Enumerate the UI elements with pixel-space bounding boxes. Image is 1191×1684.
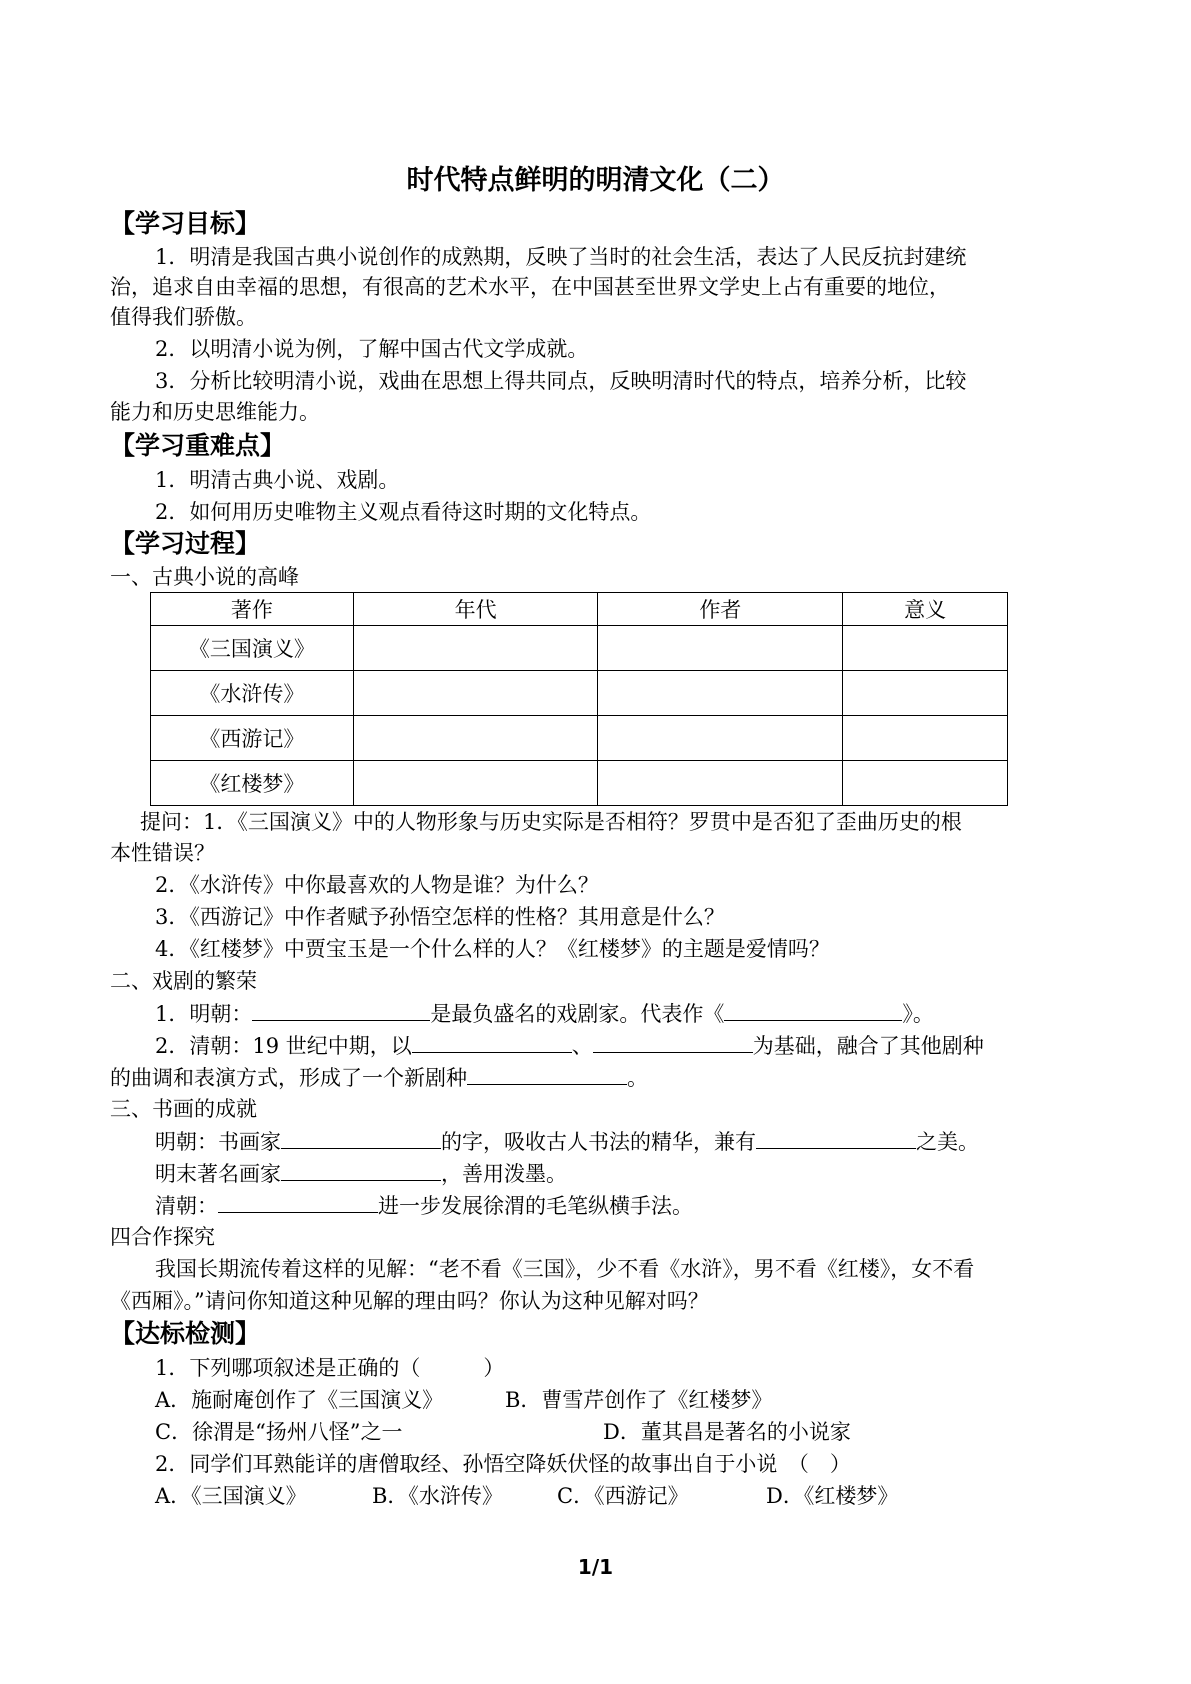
text: 清朝：: [155, 1194, 218, 1218]
work-title-cell: 《三国演义》: [151, 626, 354, 671]
test-q1-option-a[interactable]: A．施耐庵创作了《三国演义》: [155, 1388, 444, 1412]
test-q1-option-b[interactable]: B．曹雪芹创作了《红楼梦》: [505, 1388, 773, 1412]
test-question-1: 1．下列哪项叙述是正确的（ ）: [155, 1356, 505, 1380]
answer-cell[interactable]: [353, 626, 598, 671]
text: 明朝：书画家: [155, 1130, 281, 1154]
part-4-heading: 四合作探究: [110, 1225, 215, 1249]
part-2-heading: 二、戏剧的繁荣: [110, 969, 257, 993]
goal-2: 2．以明清小说为例，了解中国古代文学成就。: [155, 337, 589, 361]
text: 。: [627, 1066, 648, 1090]
answer-cell[interactable]: [598, 671, 843, 716]
answer-cell[interactable]: [598, 626, 843, 671]
key-point-2: 2．如何用历史唯物主义观点看待这时期的文化特点。: [155, 500, 652, 524]
table-header: 年代: [353, 593, 598, 626]
fill-blank[interactable]: [756, 1126, 916, 1149]
text: 进一步发展徐渭的毛笔纵横手法。: [378, 1194, 693, 1218]
key-point-1: 1．明清古典小说、戏剧。: [155, 468, 400, 492]
part-1-heading: 一、古典小说的高峰: [110, 565, 299, 589]
text: 、: [571, 1034, 593, 1058]
novels-table: [150, 592, 1008, 806]
goal-1-line-3: 值得我们骄傲。: [110, 305, 257, 329]
art-line-1: [155, 1126, 979, 1157]
goal-3-line-1: 3．分析比较明清小说，戏曲在思想上得共同点，反映明清时代的特点，培养分析，比较: [155, 369, 967, 393]
section-heading-process: 【学习过程】: [110, 529, 261, 558]
work-title-cell: 《西游记》: [151, 716, 354, 761]
answer-cell[interactable]: [353, 716, 598, 761]
text: 》。: [902, 1002, 934, 1026]
text: 的字，吸收古人书法的精华，兼有: [441, 1130, 756, 1154]
text: 为基础，融合了其他剧种: [752, 1034, 984, 1058]
fill-blank[interactable]: [218, 1190, 378, 1213]
test-q1-option-c[interactable]: C．徐渭是“扬州八怪”之一: [155, 1420, 403, 1444]
test-q2-option-a[interactable]: A．《三国演义》: [155, 1484, 307, 1508]
table-row: [151, 716, 1008, 761]
section-heading-key-points: 【学习重难点】: [110, 431, 286, 460]
fill-blank[interactable]: [724, 998, 902, 1021]
table-header: 作者: [598, 593, 843, 626]
goal-1-line-2: 治，追求自由幸福的思想，有很高的艺术水平，在中国甚至世界文学史上占有重要的地位，: [110, 275, 950, 299]
test-q2-option-c[interactable]: C．《西游记》: [557, 1484, 689, 1508]
test-q2-option-d[interactable]: D．《红楼梦》: [766, 1484, 899, 1508]
fill-blank[interactable]: [281, 1126, 441, 1149]
table-row: [151, 626, 1008, 671]
question-1-line-1: 提问：1．《三国演义》中的人物形象与历史实际是否相符？罗贯中是否犯了歪曲历史的根: [140, 810, 962, 834]
text: 的曲调和表演方式，形成了一个新剧种: [110, 1066, 467, 1090]
goal-3-line-2: 能力和历史思维能力。: [110, 400, 320, 424]
question-2: 2．《水浒传》中你最喜欢的人物是谁？为什么？: [155, 873, 599, 897]
table-row: [151, 671, 1008, 716]
answer-cell[interactable]: [843, 761, 1008, 806]
answer-cell[interactable]: [843, 671, 1008, 716]
text: ，善用泼墨。: [441, 1162, 567, 1186]
question-4: 4．《红楼梦》中贾宝玉是一个什么样的人？《红楼梦》的主题是爱情吗？: [155, 937, 830, 961]
work-title-cell: 《红楼梦》: [151, 761, 354, 806]
answer-cell[interactable]: [843, 716, 1008, 761]
answer-cell[interactable]: [598, 716, 843, 761]
page-number: 1/1: [577, 1555, 614, 1579]
drama-line-1: [155, 998, 934, 1029]
art-line-3: [155, 1190, 693, 1221]
art-line-2: [155, 1158, 567, 1189]
fill-blank[interactable]: [252, 998, 430, 1021]
test-q1-option-d[interactable]: D．董其昌是著名的小说家: [603, 1420, 851, 1444]
test-question-2: 2．同学们耳熟能详的唐僧取经、孙悟空降妖伏怪的故事出自于小说 （ ）: [155, 1452, 851, 1476]
inquiry-line-1: 我国长期流传着这样的见解：“老不看《三国》，少不看《水浒》，男不看《红楼》，女不看: [155, 1257, 975, 1281]
inquiry-line-2: 《西厢》。”请问你知道这种见解的理由吗？你认为这种见解对吗？: [110, 1289, 709, 1313]
table-header-row: [151, 593, 1008, 626]
section-heading-test: 【达标检测】: [110, 1319, 261, 1348]
text: 之美。: [916, 1130, 979, 1154]
question-3: 3．《西游记》中作者赋予孙悟空怎样的性格？其用意是什么？: [155, 905, 725, 929]
drama-line-3: [110, 1062, 648, 1093]
text: 是最负盛名的戏剧家。代表作《: [430, 1002, 725, 1026]
fill-blank[interactable]: [412, 1030, 572, 1053]
section-heading-goals: 【学习目标】: [110, 209, 261, 238]
answer-cell[interactable]: [353, 671, 598, 716]
table-header: 意义: [843, 593, 1008, 626]
part-3-heading: 三、书画的成就: [110, 1097, 257, 1121]
fill-blank[interactable]: [281, 1158, 441, 1181]
answer-cell[interactable]: [353, 761, 598, 806]
answer-cell[interactable]: [598, 761, 843, 806]
work-title-cell: 《水浒传》: [151, 671, 354, 716]
table-row: [151, 761, 1008, 806]
fill-blank[interactable]: [593, 1030, 753, 1053]
fill-blank[interactable]: [467, 1062, 627, 1085]
document-title: 时代特点鲜明的明清文化（二）: [406, 165, 785, 196]
text: 1．明朝：: [155, 1002, 253, 1026]
test-q2-option-b[interactable]: B．《水浒传》: [372, 1484, 503, 1508]
question-1-line-2: 本性错误？: [110, 841, 215, 865]
text: 明末著名画家: [155, 1162, 281, 1186]
goal-1-line-1: 1．明清是我国古典小说创作的成熟期，反映了当时的社会生活，表达了人民反抗封建统: [155, 245, 967, 269]
answer-cell[interactable]: [843, 626, 1008, 671]
text: 2．清朝：19 世纪中期，以: [155, 1034, 412, 1058]
drama-line-2: [155, 1030, 984, 1061]
table-header: 著作: [151, 593, 354, 626]
